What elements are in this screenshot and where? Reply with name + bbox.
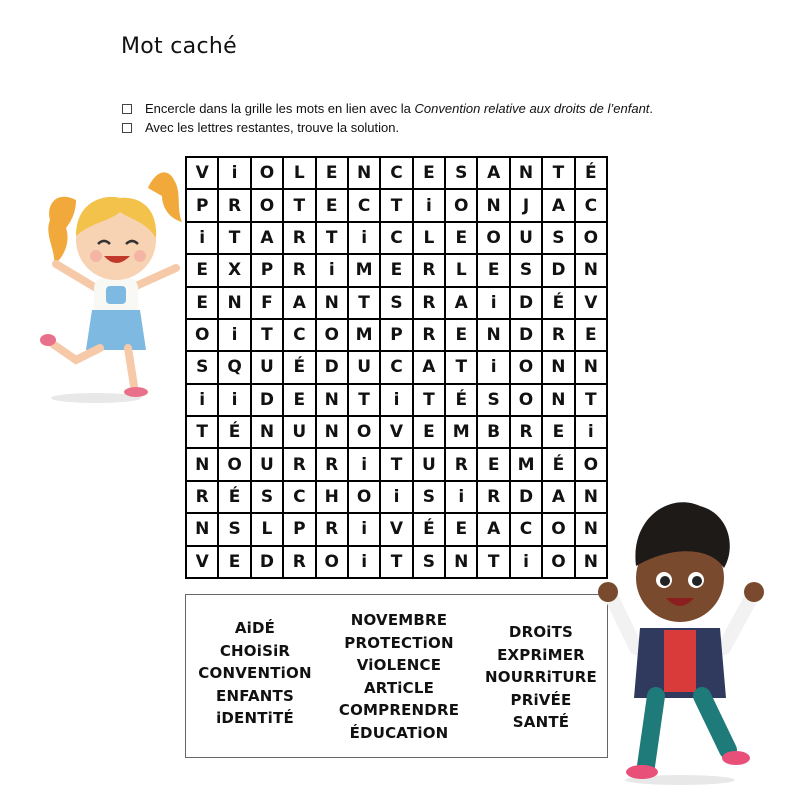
word-list-item: DROiTS xyxy=(508,623,574,641)
grid-cell[interactable]: T xyxy=(186,416,218,448)
grid-cell[interactable]: U xyxy=(348,351,380,383)
grid-cell[interactable]: É xyxy=(283,351,315,383)
grid-cell[interactable]: i xyxy=(186,384,218,416)
grid-cell[interactable]: O xyxy=(445,189,477,221)
grid-cell[interactable]: D xyxy=(510,287,542,319)
grid-cell[interactable]: T xyxy=(283,189,315,221)
page-title: Mot caché xyxy=(121,34,237,59)
grid-cell[interactable]: R xyxy=(186,481,218,513)
grid-cell[interactable]: D xyxy=(542,254,574,286)
word-list-item: NOVEMBRE xyxy=(350,611,448,629)
grid-cell[interactable]: O xyxy=(348,481,380,513)
grid-cell[interactable]: A xyxy=(413,351,445,383)
grid-cell[interactable]: i xyxy=(477,287,509,319)
grid-cell[interactable]: N xyxy=(348,157,380,189)
word-list-item: ARTiCLE xyxy=(363,678,435,697)
word-list-item: ViOLENCE xyxy=(356,656,442,674)
grid-cell[interactable]: P xyxy=(380,319,412,351)
grid-cell[interactable]: C xyxy=(575,189,607,221)
word-list-column-3 xyxy=(476,621,606,734)
grid-cell[interactable]: E xyxy=(477,448,509,480)
grid-cell[interactable]: T xyxy=(380,546,412,578)
grid-cell[interactable]: R xyxy=(413,287,445,319)
instruction-1-suffix: . xyxy=(649,101,654,116)
grid-cell[interactable]: U xyxy=(251,351,283,383)
grid-cell[interactable]: O xyxy=(477,222,509,254)
grid-cell[interactable]: O xyxy=(316,546,348,578)
grid-cell[interactable]: T xyxy=(251,319,283,351)
grid-cell[interactable]: E xyxy=(186,287,218,319)
grid-cell[interactable]: A xyxy=(445,287,477,319)
grid-cell[interactable]: T xyxy=(348,287,380,319)
grid-cell[interactable]: A xyxy=(283,287,315,319)
grid-cell[interactable]: M xyxy=(348,319,380,351)
grid-cell[interactable]: E xyxy=(445,319,477,351)
grid-cell[interactable]: S xyxy=(186,351,218,383)
grid-cell[interactable]: N xyxy=(575,481,607,513)
grid-cell[interactable]: O xyxy=(542,546,574,578)
grid-cell[interactable]: Q xyxy=(218,351,250,383)
grid-cell[interactable]: E xyxy=(477,254,509,286)
grid-cell[interactable]: N xyxy=(575,351,607,383)
grid-cell[interactable]: S xyxy=(445,157,477,189)
checkbox-icon xyxy=(122,123,132,133)
grid-cell[interactable]: T xyxy=(477,546,509,578)
grid-cell[interactable]: R xyxy=(283,254,315,286)
grid-cell[interactable]: A xyxy=(251,222,283,254)
instruction-1 xyxy=(122,99,653,118)
grid-cell[interactable]: S xyxy=(542,222,574,254)
grid-cell[interactable]: E xyxy=(316,157,348,189)
grid-cell[interactable]: D xyxy=(316,351,348,383)
grid-cell[interactable]: R xyxy=(283,222,315,254)
grid-cell[interactable]: E xyxy=(283,384,315,416)
grid-cell[interactable]: C xyxy=(510,513,542,545)
word-list-item: SANTÉ xyxy=(512,713,570,731)
grid-cell[interactable]: U xyxy=(251,448,283,480)
grid-cell[interactable]: S xyxy=(251,481,283,513)
grid-cell[interactable]: V xyxy=(380,416,412,448)
grid-cell[interactable]: C xyxy=(283,319,315,351)
grid-cell[interactable]: V xyxy=(186,157,218,189)
grid-cell[interactable]: O xyxy=(542,513,574,545)
word-list-item: CONVENTiON xyxy=(198,664,312,682)
grid-cell[interactable]: N xyxy=(186,513,218,545)
grid-cell[interactable]: O xyxy=(186,319,218,351)
grid-cell[interactable]: i xyxy=(218,384,250,416)
grid-cell[interactable]: C xyxy=(348,189,380,221)
instruction-2 xyxy=(122,118,653,137)
grid-cell[interactable]: R xyxy=(477,481,509,513)
grid-cell[interactable]: N xyxy=(316,416,348,448)
grid-cell[interactable]: P xyxy=(186,189,218,221)
grid-cell[interactable]: S xyxy=(477,384,509,416)
grid-cell[interactable]: M xyxy=(348,254,380,286)
grid-cell[interactable]: T xyxy=(380,448,412,480)
grid-cell[interactable]: N xyxy=(542,351,574,383)
grid-cell[interactable]: N xyxy=(542,384,574,416)
grid-cell[interactable]: E xyxy=(542,416,574,448)
word-list-item: EXPRiMER xyxy=(497,645,585,664)
grid-cell[interactable]: N xyxy=(575,254,607,286)
grid-cell[interactable]: O xyxy=(218,448,250,480)
grid-cell[interactable]: É xyxy=(542,448,574,480)
grid-cell[interactable]: N xyxy=(477,189,509,221)
instruction-1-prefix: Encercle dans la grille les mots en lien avec la xyxy=(145,101,411,116)
grid-cell[interactable]: i xyxy=(445,481,477,513)
grid-cell[interactable]: O xyxy=(510,351,542,383)
grid-cell[interactable]: T xyxy=(575,384,607,416)
grid-cell[interactable]: R xyxy=(510,416,542,448)
grid-cell[interactable]: L xyxy=(283,157,315,189)
grid-cell[interactable]: N xyxy=(186,448,218,480)
word-list-item: PROTECTiON xyxy=(344,633,454,652)
grid-cell[interactable]: V xyxy=(380,513,412,545)
grid-cell[interactable]: U xyxy=(510,222,542,254)
grid-cell[interactable]: N xyxy=(445,546,477,578)
girl-illustration xyxy=(36,160,196,405)
grid-cell[interactable]: O xyxy=(575,222,607,254)
instructions xyxy=(122,99,653,137)
word-list-item: ENFANTS xyxy=(216,686,294,705)
grid-cell[interactable]: É xyxy=(542,287,574,319)
grid-cell[interactable]: V xyxy=(575,287,607,319)
grid-cell[interactable]: L xyxy=(251,513,283,545)
grid-cell[interactable]: É xyxy=(218,481,250,513)
word-list-column-2 xyxy=(334,609,464,744)
grid-cell[interactable]: N xyxy=(510,157,542,189)
grid-cell[interactable]: i xyxy=(348,546,380,578)
grid-cell[interactable]: S xyxy=(510,254,542,286)
grid-cell[interactable]: N xyxy=(218,287,250,319)
grid-cell[interactable]: O xyxy=(316,319,348,351)
grid-cell[interactable]: E xyxy=(575,319,607,351)
grid-cell[interactable]: N xyxy=(251,416,283,448)
grid-cell[interactable]: R xyxy=(218,189,250,221)
grid-cell[interactable]: C xyxy=(380,157,412,189)
grid-cell[interactable]: i xyxy=(413,189,445,221)
grid-cell[interactable]: E xyxy=(218,546,250,578)
grid-cell[interactable]: A xyxy=(542,189,574,221)
grid-cell[interactable]: E xyxy=(380,254,412,286)
grid-cell[interactable]: T xyxy=(218,222,250,254)
grid-cell[interactable]: F xyxy=(251,287,283,319)
grid-cell[interactable]: S xyxy=(413,481,445,513)
grid-cell[interactable]: A xyxy=(477,157,509,189)
word-list-item: ÉDUCATiON xyxy=(349,723,449,742)
grid-cell[interactable]: N xyxy=(316,287,348,319)
grid-cell[interactable]: D xyxy=(251,384,283,416)
grid-cell[interactable]: R xyxy=(283,546,315,578)
grid-cell[interactable]: R xyxy=(316,448,348,480)
grid-cell[interactable]: N xyxy=(316,384,348,416)
grid-cell[interactable]: M xyxy=(445,416,477,448)
grid-cell[interactable]: i xyxy=(380,384,412,416)
grid-cell[interactable]: D xyxy=(510,481,542,513)
grid-cell[interactable]: X xyxy=(218,254,250,286)
grid-cell[interactable]: U xyxy=(413,448,445,480)
grid-cell[interactable]: R xyxy=(445,448,477,480)
grid-cell[interactable]: J xyxy=(510,189,542,221)
grid-cell[interactable]: N xyxy=(575,546,607,578)
grid-cell[interactable]: M xyxy=(510,448,542,480)
grid-cell[interactable]: P xyxy=(283,513,315,545)
grid-cell[interactable]: É xyxy=(413,513,445,545)
grid-cell[interactable]: T xyxy=(316,222,348,254)
word-list-item: PRiVÉE xyxy=(510,690,572,709)
grid-cell[interactable]: R xyxy=(542,319,574,351)
grid-cell[interactable]: i xyxy=(348,222,380,254)
grid-cell[interactable]: E xyxy=(413,157,445,189)
grid-cell[interactable]: i xyxy=(510,546,542,578)
grid-cell[interactable]: C xyxy=(380,351,412,383)
grid-cell[interactable]: A xyxy=(477,513,509,545)
word-list-item: iDENTiTÉ xyxy=(216,709,294,727)
grid-cell[interactable]: R xyxy=(413,254,445,286)
grid-cell[interactable]: i xyxy=(380,481,412,513)
word-search-grid xyxy=(185,156,608,579)
grid-cell[interactable]: S xyxy=(413,546,445,578)
word-list-box xyxy=(185,594,608,758)
grid-cell[interactable]: T xyxy=(413,384,445,416)
grid-cell[interactable]: T xyxy=(445,351,477,383)
grid-cell[interactable]: E xyxy=(186,254,218,286)
grid-cell[interactable]: N xyxy=(477,319,509,351)
grid-cell[interactable]: H xyxy=(316,481,348,513)
grid-cell[interactable]: D xyxy=(510,319,542,351)
grid-cell[interactable]: i xyxy=(575,416,607,448)
grid-cell[interactable]: O xyxy=(575,448,607,480)
grid-cell[interactable]: i xyxy=(218,157,250,189)
grid-cell[interactable]: É xyxy=(575,157,607,189)
grid-cell[interactable]: i xyxy=(316,254,348,286)
grid-cell[interactable]: C xyxy=(380,222,412,254)
grid-cell[interactable]: S xyxy=(380,287,412,319)
boy-illustration xyxy=(590,488,770,788)
word-list-item: COMPRENDRE xyxy=(338,701,460,719)
grid-cell[interactable]: i xyxy=(186,222,218,254)
grid-cell[interactable]: V xyxy=(186,546,218,578)
grid-cell[interactable]: C xyxy=(283,481,315,513)
grid-cell[interactable]: U xyxy=(283,416,315,448)
grid-cell[interactable]: R xyxy=(413,319,445,351)
grid-cell[interactable]: A xyxy=(542,481,574,513)
grid-cell[interactable]: N xyxy=(575,513,607,545)
grid-cell[interactable]: O xyxy=(251,157,283,189)
grid-cell[interactable]: E xyxy=(445,513,477,545)
grid-cell[interactable]: S xyxy=(218,513,250,545)
grid-cell[interactable]: O xyxy=(510,384,542,416)
grid-cell[interactable]: T xyxy=(380,189,412,221)
grid-cell[interactable]: E xyxy=(445,222,477,254)
checkbox-icon xyxy=(122,104,132,114)
grid-cell[interactable]: O xyxy=(348,416,380,448)
grid-cell[interactable]: R xyxy=(316,513,348,545)
grid-cell[interactable]: i xyxy=(348,513,380,545)
instruction-2-text: Avec les lettres restantes, trouve la solution. xyxy=(145,120,400,135)
grid-cell[interactable]: i xyxy=(218,319,250,351)
grid-cell[interactable]: R xyxy=(283,448,315,480)
grid-cell[interactable]: E xyxy=(316,189,348,221)
grid-cell[interactable]: É xyxy=(445,384,477,416)
grid-cell[interactable]: P xyxy=(251,254,283,286)
grid-cell[interactable]: É xyxy=(218,416,250,448)
word-list-item: NOURRiTURE xyxy=(485,668,597,686)
grid-cell[interactable]: B xyxy=(477,416,509,448)
grid-cell[interactable]: E xyxy=(413,416,445,448)
word-list-item: CHOiSiR xyxy=(219,641,291,660)
instruction-1-italic: Convention relative aux droits de l’enfant xyxy=(414,101,650,116)
grid-cell[interactable]: T xyxy=(542,157,574,189)
grid-cell[interactable]: T xyxy=(348,384,380,416)
grid-cell[interactable]: D xyxy=(251,546,283,578)
grid-cell[interactable]: O xyxy=(251,189,283,221)
grid-cell[interactable]: L xyxy=(445,254,477,286)
grid-cell[interactable]: i xyxy=(348,448,380,480)
word-list-column-1 xyxy=(190,617,320,730)
grid-cell[interactable]: i xyxy=(477,351,509,383)
word-list-item: AiDÉ xyxy=(234,619,276,637)
grid-cell[interactable]: L xyxy=(413,222,445,254)
